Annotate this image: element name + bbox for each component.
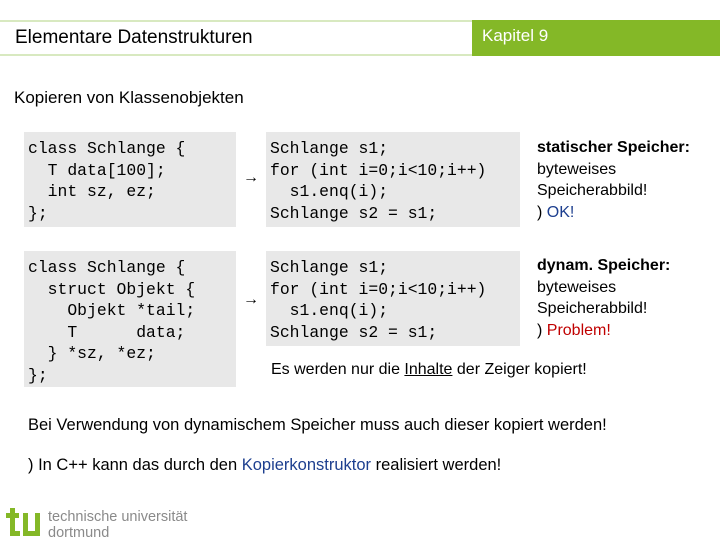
- tu-logo-icon: [4, 505, 44, 539]
- code-line: struct Objekt {: [28, 279, 196, 299]
- highlight-copy-constructor: Kopierkonstruktor: [241, 456, 372, 474]
- university-line: technische universität: [48, 509, 188, 525]
- note-text: der Zeiger kopiert!: [452, 361, 587, 378]
- code-block-copy-static: [270, 138, 486, 224]
- code-block-copy-dynamic: [270, 257, 486, 343]
- code-line: class Schlange {: [28, 258, 186, 277]
- note-line: byteweises: [537, 160, 617, 178]
- implies-symbol: ): [537, 321, 547, 339]
- status-ok: OK!: [546, 203, 575, 221]
- note-text: Es werden nur die: [271, 361, 405, 378]
- pointer-content-note: [271, 359, 587, 381]
- code-line: Schlange s1;: [270, 139, 389, 158]
- code-block-static-class: [28, 138, 185, 224]
- statement-text: realisiert werden!: [371, 456, 502, 474]
- header-title: Elementare Datenstrukturen: [15, 27, 253, 48]
- code-block-dynamic-class: [28, 257, 195, 386]
- chapter-bar: [472, 20, 720, 56]
- note-static-memory: [537, 137, 690, 223]
- implies-symbol: ): [537, 203, 547, 221]
- note-line: Speicherabbild!: [537, 300, 648, 317]
- code-line: T data;: [28, 322, 186, 342]
- code-line: T data[100];: [28, 160, 166, 180]
- code-box-dynamic-class: [24, 251, 236, 387]
- code-line: int sz, ez;: [28, 182, 156, 201]
- statement-copy-constructor: [28, 456, 501, 475]
- code-box-static-class: [24, 132, 236, 227]
- statement-text: ) In C++ kann das durch den: [28, 456, 242, 474]
- university-name: [48, 509, 187, 541]
- statement-copy-memory: Bei Verwendung von dynamischem Speicher muss auch dieser kopiert werden!: [28, 416, 607, 434]
- arrow-icon: →: [243, 291, 259, 308]
- code-line: } *sz, *ez;: [28, 344, 156, 363]
- note-title: statischer Speicher:: [537, 139, 690, 156]
- code-box-copy-dynamic: [266, 251, 520, 346]
- header-title-bar: [0, 20, 472, 56]
- chapter-label: Kapitel 9: [482, 26, 549, 45]
- code-line: };: [28, 203, 48, 223]
- note-dynamic-memory: [537, 255, 670, 341]
- slide-heading: Kopieren von Klassenobjekten: [14, 88, 244, 107]
- code-line: Schlange s2 = s1;: [270, 203, 438, 223]
- arrow-icon: →: [243, 169, 259, 186]
- code-line: for (int i=0;i<10;i++): [270, 160, 487, 180]
- code-line: s1.enq(i);: [270, 301, 389, 320]
- note-underlined-text: Inhalte: [404, 361, 453, 378]
- status-problem: Problem!: [546, 321, 611, 339]
- note-title: dynam. Speicher:: [537, 257, 671, 274]
- code-line: Schlange s2 = s1;: [270, 322, 438, 342]
- code-line: Objekt *tail;: [28, 301, 196, 320]
- note-line: byteweises: [537, 278, 617, 296]
- note-line: Speicherabbild!: [537, 182, 648, 199]
- code-line: for (int i=0;i<10;i++): [270, 279, 487, 299]
- university-line: dortmund: [48, 525, 110, 541]
- code-line: s1.enq(i);: [270, 182, 389, 201]
- code-box-copy-static: [266, 132, 520, 227]
- code-line: class Schlange {: [28, 139, 186, 158]
- code-line: Schlange s1;: [270, 258, 389, 277]
- code-line: };: [28, 365, 48, 385]
